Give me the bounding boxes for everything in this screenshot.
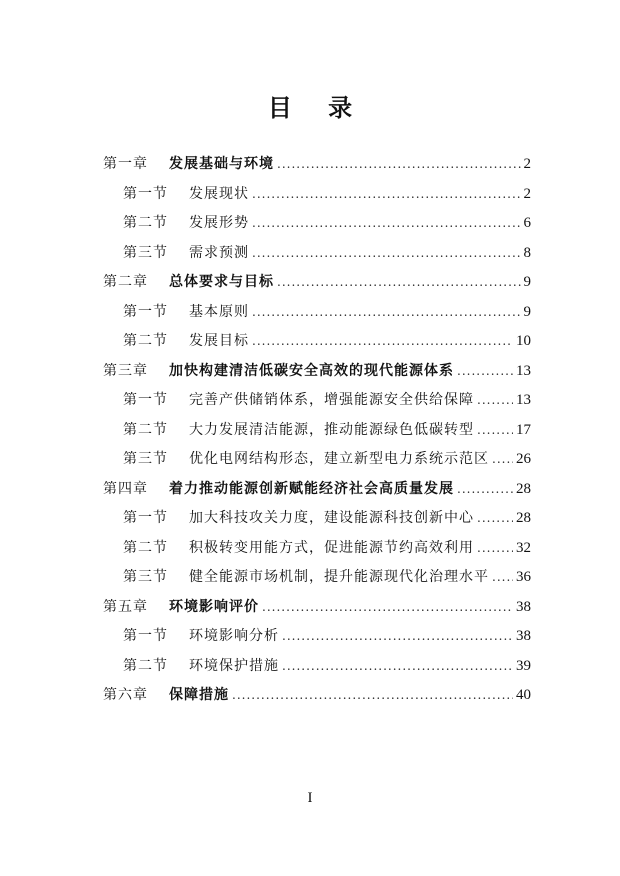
toc-dot-leader [277,149,521,179]
toc-entry-title: 发展形势 [189,215,249,231]
toc-entry-number: 第五章 [103,598,148,615]
toc-dot-leader [492,444,513,474]
toc-section-entry[interactable] [123,503,531,533]
toc-entry-page-number: 13 [516,362,531,379]
toc-dot-leader [252,179,521,209]
toc-section-entry[interactable] [123,651,531,681]
toc-dot-leader [492,562,513,592]
toc-entry-page-number: 2 [523,156,531,172]
toc-chapter-entry[interactable] [103,356,531,386]
toc-dot-leader [477,385,513,415]
toc-dot-leader [477,503,513,533]
toc-entry-page-number: 10 [516,333,531,349]
toc-dot-leader [282,651,513,681]
page-number-footer: I [307,790,313,806]
toc-entry-title: 环境影响评价 [169,598,259,615]
toc-entry-number: 第三节 [123,569,168,585]
toc-entry-title: 发展目标 [189,333,249,349]
toc-dot-leader [477,415,513,445]
toc-section-entry[interactable] [123,326,531,356]
toc-entry-page-number: 39 [516,657,531,674]
toc-dot-leader [457,474,513,504]
toc-entry-page-number: 2 [523,185,531,202]
toc-entry-number: 第一节 [123,303,168,320]
toc-entry-number: 第二节 [123,421,168,438]
toc-dot-leader [282,621,513,651]
toc-entry-title: 环境保护措施 [189,657,279,674]
toc-section-entry[interactable] [123,533,531,563]
toc-dot-leader [277,267,521,297]
toc-entry-title: 加大科技攻关力度，建设能源科技创新中心 [189,510,474,526]
toc-entry-title: 完善产供储销体系，增强能源安全供给保障 [189,392,474,408]
toc-entry-title: 着力推动能源创新赋能经济社会高质量发展 [169,480,454,497]
toc-section-entry[interactable] [123,444,531,474]
toc-entry-number: 第三章 [103,362,148,379]
toc-entry-page-number: 6 [523,215,531,231]
toc-chapter-entry[interactable] [103,149,531,179]
toc-section-entry[interactable] [123,297,531,327]
toc-chapter-entry[interactable] [103,680,531,710]
toc-entry-page-number: 13 [516,392,531,408]
toc-entry-title: 环境影响分析 [189,628,279,644]
toc-dot-leader [262,592,513,622]
toc-entry-number: 第二节 [123,215,168,231]
toc-entry-page-number: 9 [523,274,531,290]
toc-chapter-entry[interactable] [103,592,531,622]
toc-section-entry[interactable] [123,238,531,268]
page-title: 目 录 [267,93,367,122]
toc-entry-number: 第二节 [123,539,168,556]
toc-entry-title: 基本原则 [189,303,249,320]
toc-entry-page-number: 8 [523,244,531,261]
toc-entry-title: 优化电网结构形态，建立新型电力系统示范区 [189,451,489,467]
toc-entry-title: 需求预测 [189,244,249,261]
toc-dot-leader [252,208,521,238]
toc-dot-leader [457,356,513,386]
toc-entry-title: 加快构建清洁低碳安全高效的现代能源体系 [169,362,454,379]
toc-entry-page-number: 26 [516,451,531,467]
toc-entry-number: 第二章 [103,274,148,290]
toc-dot-leader [477,533,513,563]
toc-entry-number: 第一节 [123,510,168,526]
toc-entry-title: 保障措施 [169,687,229,703]
toc-entry-page-number: 40 [516,687,531,703]
toc-dot-leader [232,680,513,710]
toc-entry-number: 第二节 [123,657,168,674]
toc-section-entry[interactable] [123,621,531,651]
toc-chapter-entry[interactable] [103,267,531,297]
toc-entry-page-number: 9 [523,303,531,320]
toc-entry-number: 第二节 [123,333,168,349]
toc-entry-page-number: 28 [516,480,531,497]
toc-entry-page-number: 28 [516,510,531,526]
toc-dot-leader [252,238,521,268]
toc-section-entry[interactable] [123,385,531,415]
toc-entry-title: 积极转变用能方式，促进能源节约高效利用 [189,539,474,556]
toc-section-entry[interactable] [123,208,531,238]
toc-entry-page-number: 17 [516,421,531,438]
toc-entry-number: 第六章 [103,687,148,703]
toc-entry-number: 第三节 [123,244,168,261]
toc-entry-title: 大力发展清洁能源，推动能源绿色低碳转型 [189,421,474,438]
toc-entry-page-number: 38 [516,628,531,644]
toc-section-entry[interactable] [123,179,531,209]
toc-entry-page-number: 32 [516,539,531,556]
toc-entry-title: 健全能源市场机制，提升能源现代化治理水平 [189,569,489,585]
toc-entry-number: 第一节 [123,185,168,202]
toc-section-entry[interactable] [123,562,531,592]
toc-entry-title: 发展基础与环境 [169,156,274,172]
toc-dot-leader [252,297,521,327]
toc-entry-number: 第四章 [103,480,148,497]
toc-dot-leader [252,326,513,356]
toc-section-entry[interactable] [123,415,531,445]
toc-entry-number: 第一节 [123,392,168,408]
toc-entry-page-number: 38 [516,598,531,615]
toc-entry-title: 发展现状 [189,185,249,202]
toc-entry-number: 第一节 [123,628,168,644]
toc-entry-number: 第一章 [103,156,148,172]
toc-entry-page-number: 36 [516,569,531,585]
toc-chapter-entry[interactable] [103,474,531,504]
toc-entry-title: 总体要求与目标 [169,274,274,290]
toc-entry-number: 第三节 [123,451,168,467]
